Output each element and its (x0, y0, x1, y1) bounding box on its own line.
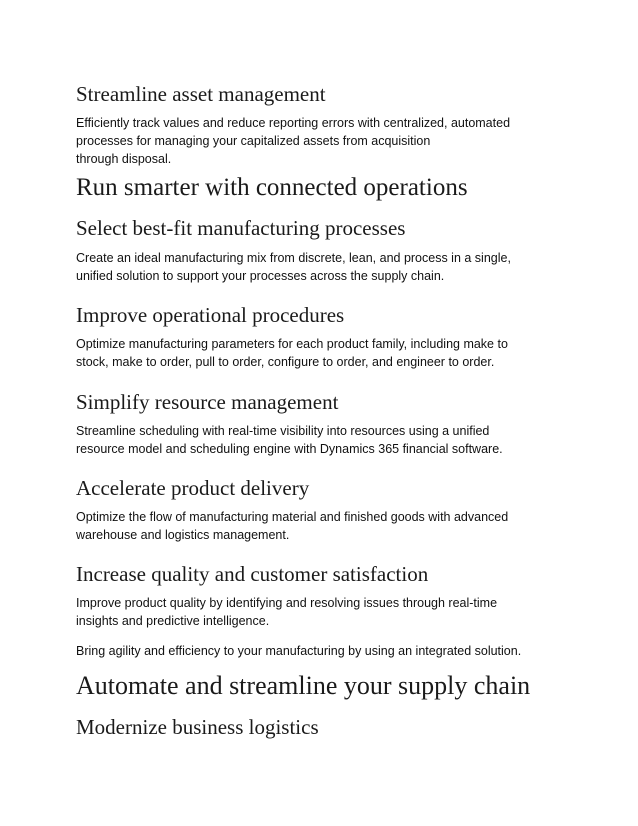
paragraph-line: Optimize manufacturing parameters for each product family, including make to (76, 337, 508, 351)
paragraph-line: Streamline scheduling with real-time visibility into resources using a unified (76, 424, 490, 438)
paragraph-line: Optimize the flow of manufacturing material and finished goods with advanced (76, 510, 509, 524)
paragraph-line: stock, make to order, pull to order, configure to order, and engineer to order. (76, 355, 495, 369)
paragraph-line: through disposal. (76, 152, 172, 166)
paragraph-line: Create an ideal manufacturing mix from discrete, lean, and process in a single, (76, 251, 511, 265)
paragraph-line: unified solution to support your processes across the supply chain. (76, 269, 445, 283)
paragraph-line: Efficiently track values and reduce reporting errors with centralized, automated (76, 116, 511, 130)
paragraph-line: resource model and scheduling engine with Dynamics 365 financial software. (76, 442, 503, 456)
heading-operational-procedures: Improve operational procedures (76, 303, 345, 327)
paragraph-closing-statement: Bring agility and efficiency to your manufacturing by using an integrated solution. (76, 644, 522, 658)
heading-product-delivery: Accelerate product delivery (76, 476, 310, 500)
paragraph-asset-management (76, 114, 510, 168)
paragraph-resource-management (76, 422, 503, 458)
section-title-connected-operations: Run smarter with connected operations (76, 174, 468, 201)
heading-business-logistics: Modernize business logistics (76, 715, 319, 739)
paragraph-line: warehouse and logistics management. (76, 528, 290, 542)
paragraph-quality-satisfaction (76, 594, 497, 630)
heading-streamline-asset-management: Streamline asset management (76, 82, 326, 106)
paragraph-line: insights and predictive intelligence. (76, 614, 270, 628)
paragraph-line: Improve product quality by identifying and resolving issues through real-time (76, 596, 498, 610)
section-title-supply-chain: Automate and streamline your supply chain (76, 671, 531, 700)
heading-quality-satisfaction: Increase quality and customer satisfaction (76, 562, 429, 586)
heading-manufacturing-processes: Select best-fit manufacturing processes (76, 216, 406, 240)
paragraph-manufacturing-processes (76, 249, 511, 285)
paragraph-product-delivery (76, 508, 508, 544)
paragraph-line: processes for managing your capitalized assets from acquisition (76, 134, 431, 148)
heading-resource-management: Simplify resource management (76, 390, 339, 414)
paragraph-operational-procedures (76, 335, 508, 371)
